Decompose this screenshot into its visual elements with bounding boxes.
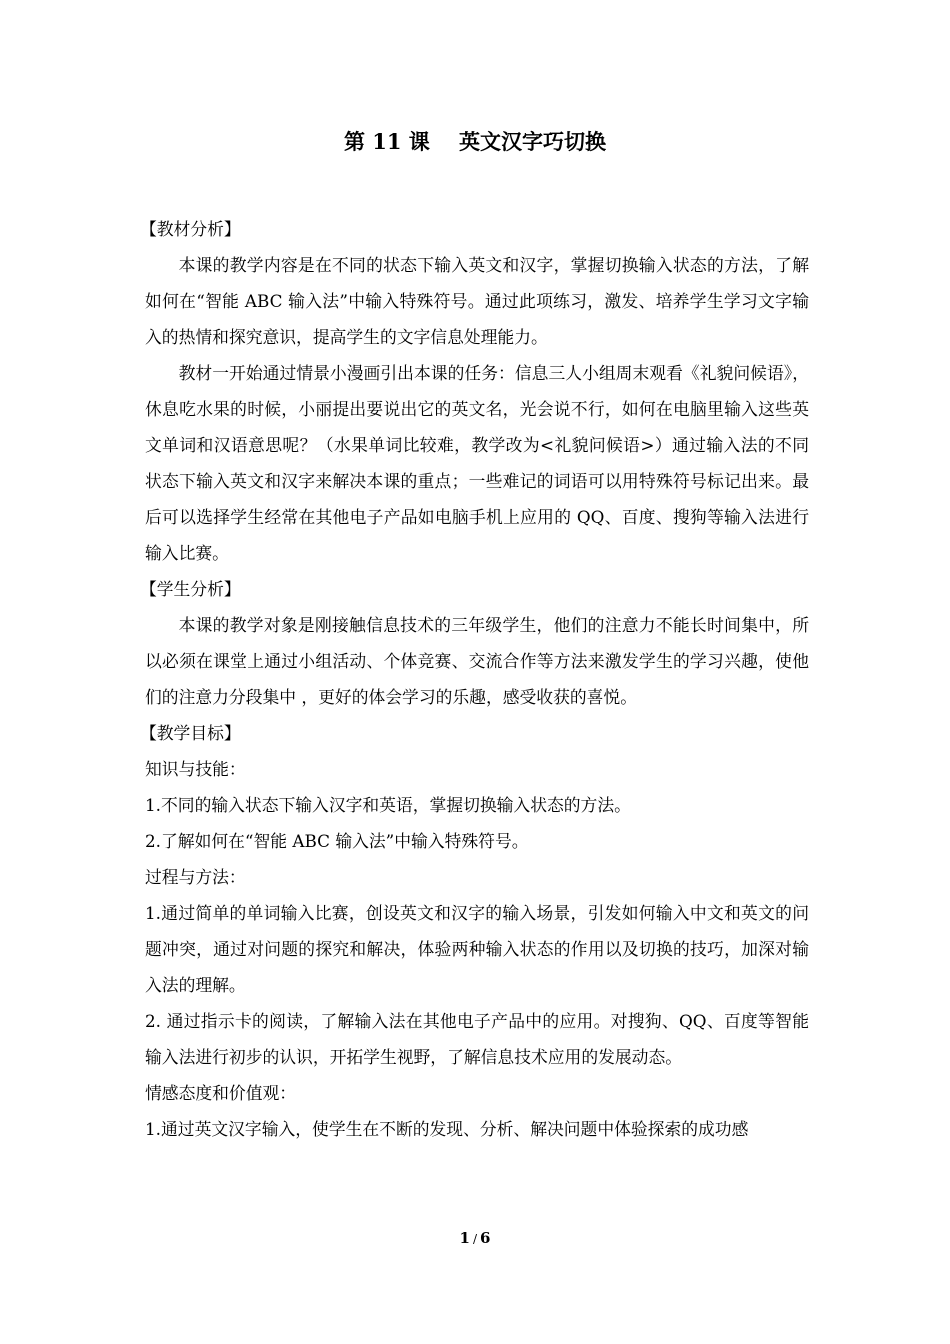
list-item-knowledge-2: 2.了解如何在“智能 ABC 输入法”中输入特殊符号。 xyxy=(145,831,529,851)
document-body xyxy=(139,211,809,1147)
list-item-emotion-1: 1.通过英文汉字输入，使学生在不断的发现、分析、解决问题中体验探索的成功感 xyxy=(145,1119,749,1139)
paragraph-textbook-2: 教材一开始通过情景小漫画引出本课的任务：信息三人小组周末观看《礼貌问候语》，休息吃水果的时候，小丽提出要说出它的英文名，光会说不行，如何在电脑里输入这些英文单词和汉语意思呢？（水果单词比较难，教学改为<礼貌问候语>）通过输入法的不同状态下输入英文和汉字来解决本课的重点；一些难记的词语可以用特殊符号标记出来。最后可以选择学生经常在其他电子产品如电脑手机上应用的 QQ、百度、搜狗等输入法进行输入比赛。 xyxy=(145,363,809,563)
page-current: 1 xyxy=(459,1229,470,1247)
section-heading-student: 【学生分析】 xyxy=(139,579,241,599)
page-number xyxy=(0,1226,950,1251)
subheading-knowledge: 知识与技能： xyxy=(145,759,246,779)
page-title: 第 11 课 英文汉字巧切换 xyxy=(343,129,607,154)
paragraph-student-1: 本课的教学对象是刚接触信息技术的三年级学生，他们的注意力不能长时间集中，所以必须在课堂上通过小组活动、个体竞赛、交流合作等方法来激发学生的学习兴趣，使他们的注意力分段集中 ，更好的体会学习的乐趣，感受收获的喜悦。 xyxy=(145,615,809,707)
page-total: 6 xyxy=(480,1229,491,1247)
paragraph-textbook-1: 本课的教学内容是在不同的状态下输入英文和汉字，掌握切换输入状态的方法，了解如何在“智能 ABC 输入法”中输入特殊符号。通过此项练习，激发、培养学生学习文字输入的热情和探究意识，提高学生的文字信息处理能力。 xyxy=(145,255,809,347)
list-item-knowledge-1: 1.不同的输入状态下输入汉字和英语，掌握切换输入状态的方法。 xyxy=(145,795,631,815)
subheading-emotion: 情感态度和价值观： xyxy=(145,1083,297,1103)
subheading-process: 过程与方法： xyxy=(145,867,246,887)
list-item-process-1: 1.通过简单的单词输入比赛，创设英文和汉字的输入场景，引发如何输入中文和英文的问题冲突，通过对问题的探究和解决，体验两种输入状态的作用以及切换的技巧，加深对输入法的理解。 xyxy=(145,903,809,995)
page-separator: / xyxy=(472,1232,478,1246)
list-item-process-2: 2. 通过指示卡的阅读，了解输入法在其他电子产品中的应用。对搜狗、QQ、百度等智能输入法进行初步的认识，开拓学生视野，了解信息技术应用的发展动态。 xyxy=(145,1011,809,1067)
section-heading-textbook: 【教材分析】 xyxy=(139,219,241,239)
section-heading-goals: 【教学目标】 xyxy=(139,723,241,743)
